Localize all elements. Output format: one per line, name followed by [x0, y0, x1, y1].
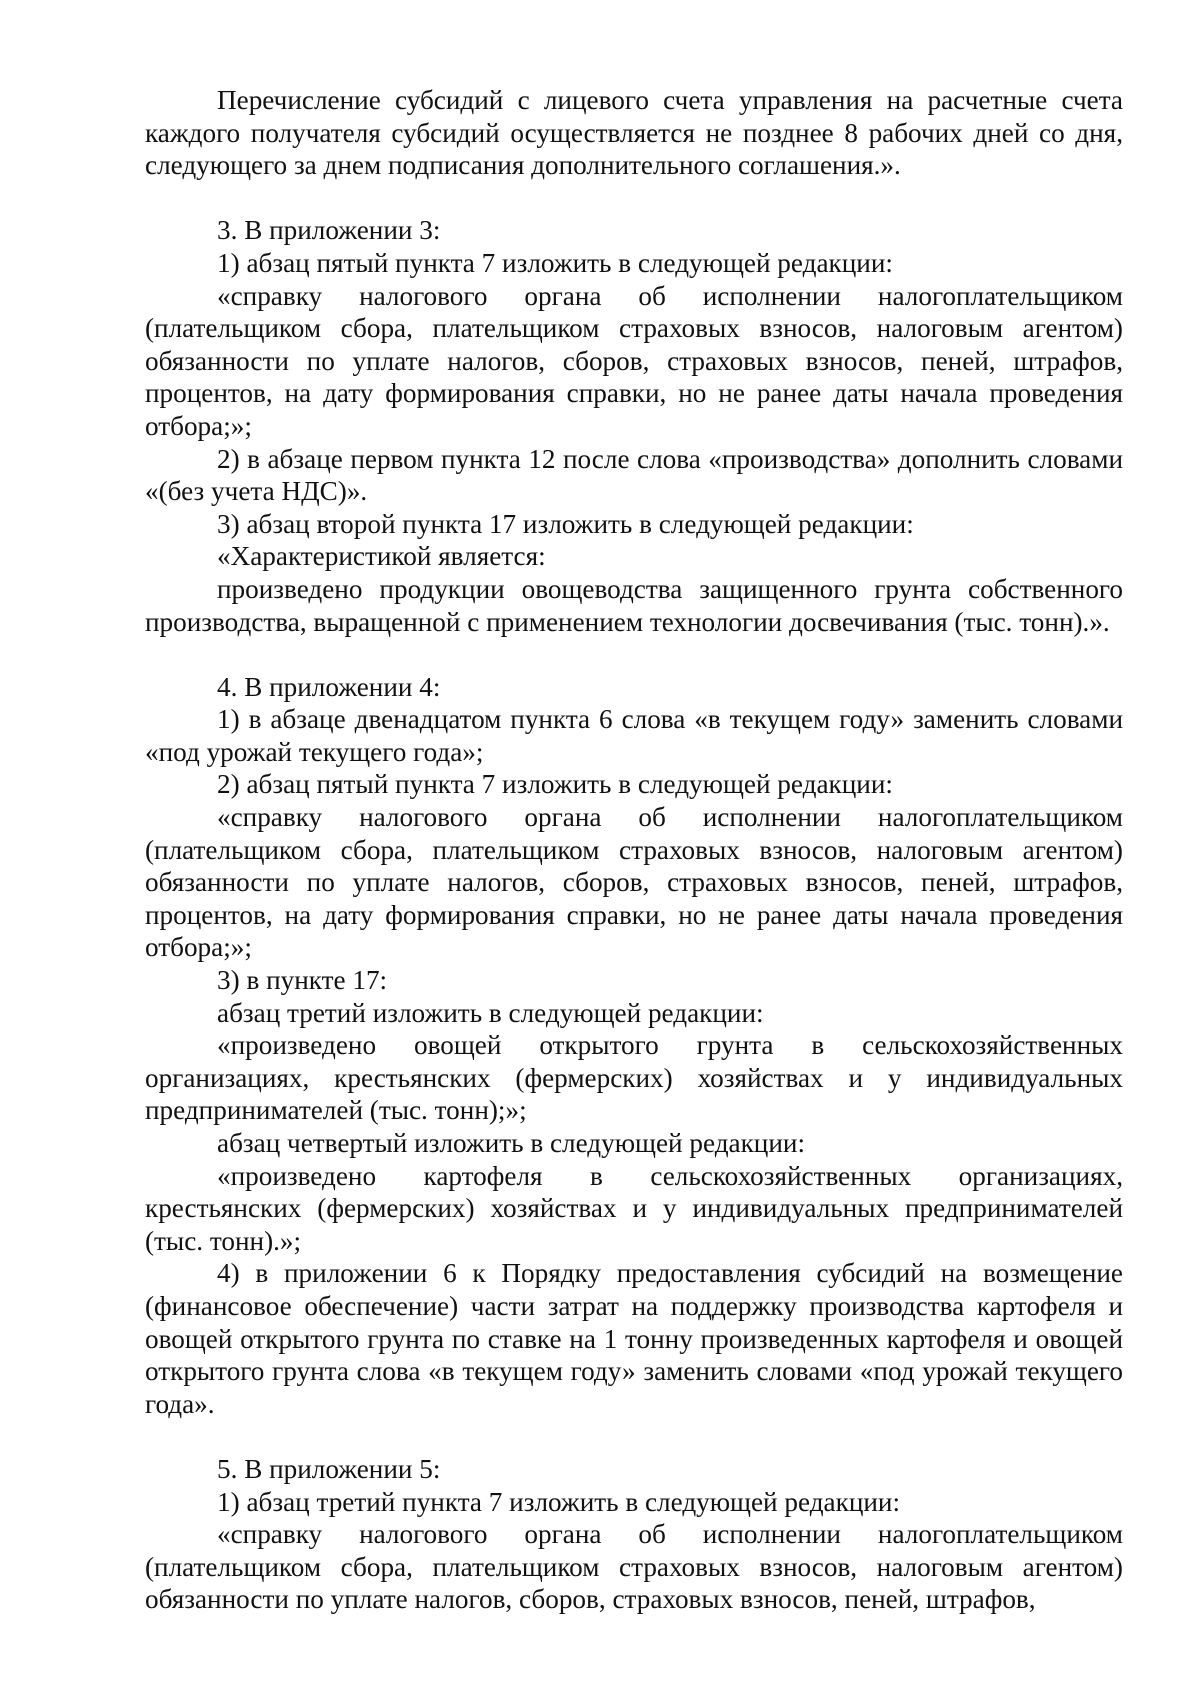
paragraph: абзац четвертый изложить в следующей редакции:	[217, 1128, 806, 1158]
paragraph: «Характеристикой является:	[217, 541, 546, 572]
paragraph: абзац третий изложить в следующей редакции:	[217, 997, 764, 1028]
paragraph: 4) в приложении 6 к Порядку предоставления субсидий на возмещение (финансовое обеспечение) части затрат на поддержку производства картофеля и овощей открытого грунта по ставке на 1 тонну произведенных картофеля и овощей открытого грунта слова «в текущем году» заменить словами «под урожай текущего года».	[145, 1258, 1123, 1419]
paragraph: «справку налогового органа об исполнении налогоплательщиком (плательщиком сбора, плательщиком страховых взносов, налоговым агентом) обязанности по уплате налогов, сборов, страховых взносов, пеней, штрафов, процентов, на дату формирования справки, но не ранее даты начала проведения отбора;»;	[145, 280, 1123, 441]
section-heading-appendix-5: 5. В приложении 5:	[217, 1453, 441, 1484]
paragraph: «справку налогового органа об исполнении налогоплательщиком (плательщиком сбора, плательщиком страховых взносов, налоговым агентом) обязанности по уплате налогов, сборов, страховых взносов, пеней, штрафов, процентов, на дату формирования справки, но не ранее даты начала проведения отбора;»;	[145, 802, 1123, 963]
paragraph-subsidy-transfer: Перечисление субсидий с лицевого счета управления на расчетные счета каждого получателя субсидий осуществляется не позднее 8 рабочих дней со дня, следующего за днем подписания дополнительного соглашения.».	[145, 85, 1123, 181]
paragraph: «справку налогового органа об исполнении налогоплательщиком (плательщиком сбора, плательщиком страховых взносов, налоговым агентом) обязанности по уплате налогов, сборов, страховых взносов, пеней, штрафов,	[145, 1519, 1123, 1615]
paragraph: «произведено овощей открытого грунта в сельскохозяйственных организациях, крестьянских (фермерских) хозяйствах и у индивидуальных предпринимателей (тыс. тонн);»;	[145, 1030, 1123, 1126]
document-page	[145, 84, 1123, 1616]
paragraph: 3) абзац второй пункта 17 изложить в следующей редакции:	[217, 508, 914, 539]
paragraph: 1) в абзаце двенадцатом пункта 6 слова «в текущем году» заменить словами «под урожай текущего года»;	[145, 704, 1123, 767]
paragraph: «произведено картофеля в сельскохозяйственных организациях, крестьянских (фермерских) хозяйствах и у индивидуальных предпринимателей (тыс. тонн).»;	[145, 1160, 1123, 1256]
paragraph: 1) абзац пятый пункта 7 изложить в следующей редакции:	[217, 247, 893, 278]
paragraph: произведено продукции овощеводства защищенного грунта собственного производства, выращенной с применением технологии досвечивания (тыс. тонн).».	[145, 573, 1123, 637]
paragraph: 2) абзац пятый пункта 7 изложить в следующей редакции:	[217, 769, 893, 800]
paragraph: 3) в пункте 17:	[217, 965, 388, 996]
section-heading-appendix-3: 3. В приложении 3:	[217, 215, 441, 246]
section-heading-appendix-4: 4. В приложении 4:	[217, 671, 441, 702]
paragraph: 1) абзац третий пункта 7 изложить в следующей редакции:	[217, 1486, 901, 1517]
paragraph: 2) в абзаце первом пункта 12 после слова «производства» дополнить словами «(без учета НДС)».	[145, 443, 1123, 507]
